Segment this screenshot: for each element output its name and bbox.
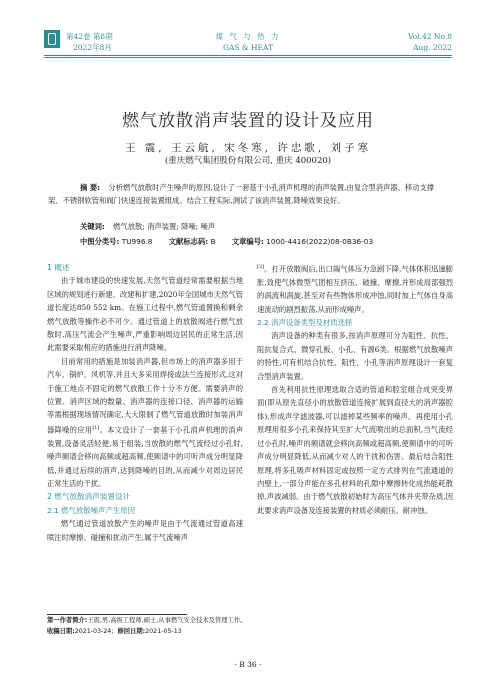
footnote-divider bbox=[47, 614, 187, 615]
keywords-text: 燃气放散; 消声装置; 降噪; 噪声 bbox=[113, 222, 216, 231]
issue-info-en bbox=[408, 31, 452, 53]
volume-issue-en: Vol.42 No.8 bbox=[407, 32, 452, 41]
volume-issue: 第42卷 第8期 bbox=[66, 32, 113, 41]
journal-header bbox=[0, 0, 496, 62]
issue-date-en: Aug. 2022 bbox=[413, 43, 452, 52]
keywords-label: 关键词: bbox=[80, 222, 105, 231]
footnote bbox=[47, 616, 246, 637]
received-date: 2021-03-24; bbox=[74, 627, 114, 635]
issue-date: 2022年8月 bbox=[73, 43, 112, 52]
journal-name-cn: 煤 气 与 热 力 bbox=[215, 32, 281, 41]
keywords bbox=[80, 222, 215, 232]
body-column-left bbox=[47, 261, 243, 544]
paragraph-3-cont bbox=[257, 261, 453, 316]
paragraph-2-text: 目前常用的措施是加装消声器,但市场上的消声器多用于汽车、锅炉、风机等,并且大多采用焊接或法兰连接形式,这对于施工地点不固定的燃气放散工作十分不方便。需要消声的位置、消声区域的数量、消声器的连接口径、消声器的运输等需根据现场情况确定,大大限制了燃气管道放散时加装消声器降噪的应用 bbox=[47, 356, 243, 435]
author-list: 王 震, 王云航, 宋冬寒, 许忠歌, 刘子寒 bbox=[124, 142, 372, 154]
dates-line bbox=[47, 627, 246, 638]
revised-label: 修回日期: bbox=[117, 627, 146, 635]
section-2-2-heading: 2.2 消声设备类型及材质选择 bbox=[257, 318, 353, 328]
affiliation: (重庆燃气集团股份有限公司, 重庆 400020) bbox=[164, 156, 332, 166]
header-divider-thin bbox=[44, 57, 452, 58]
classification-line bbox=[80, 237, 373, 247]
journal-name-en: GAS & HEAT bbox=[222, 43, 273, 52]
paragraph-4: 消声设备的种类有很多,按消声原理可分为阻性、抗性、阻抗复合式、微穿孔板、小孔、有源6类。根据燃气放散噪声的特性,可有机结合抗性、阻性、小孔等消声原理设计一套复合型消声装置。 bbox=[257, 331, 453, 381]
citation-ref: [1] bbox=[92, 424, 100, 431]
section-1-heading: 1 概述 bbox=[47, 263, 70, 272]
author-bio-label: 第一作者简介: bbox=[47, 617, 88, 624]
paragraph-5: 首先利用抗性原理选取合适的管道和腔室组合成突变界面(即从原先直径小的放散管道连接扩展到直径大的消声器腔体),形成声学滤波器,可以滤掉某些频率的噪声。再使用小孔原理用很多小孔来保持其至扩大气流喷出的总面积,当气流经过小孔时,噪声的频谱就会移向高频或超高频,使频谱中的可听声成分明显降低,从而减少对人的干扰和伤害。最后结合阻性原理,将多孔吸声材料固定或按照一定方式排列在气流通道的内壁上,一部分声能在多孔材料的孔隙中摩擦转化成热能耗散掉,声波减弱。由于燃气放散初始时为高压气体并夹带杂质,因此要求消声设备及连接装置的材质必须耐压、耐冲蚀。 bbox=[257, 385, 453, 515]
page-number: · B 36 · bbox=[234, 660, 262, 669]
header-divider bbox=[44, 55, 452, 56]
paragraph-3-end: 。打开放散阀后,出口端气体压力急剧下降,气体体积迅速膨胀,致使气体微型气团相互挤压、破撞、摩擦,并形成局部强烈的涡流和涡旋,甚至对有些物体形成冲蚀,同时加上气体自身高速流动的剧烈振荡,从而形成噪声。 bbox=[257, 264, 453, 314]
doc-code: B bbox=[210, 237, 216, 246]
revised-date: 2021-05-13 bbox=[145, 627, 182, 635]
paragraph-3-start bbox=[47, 517, 243, 544]
received-label: 收稿日期: bbox=[47, 627, 75, 635]
abstract bbox=[48, 181, 448, 207]
paragraph-1: 由于城市建设的快速发展,天然气管道经常需要根据当地区域的规划进行新建、改建和扩建,2020年全国城市天然气管道长度达850 552 km。在施工过程中,燃气管道置换和剩余燃气放散等操作必不可少。通过管道上的放散阀进行燃气放散时,高压气流会产生噪声,严重影响周边居民的正常生活,因此需要采取相应的措施进行消声降噪。 bbox=[47, 276, 244, 353]
section-2-1-heading: 2.1 燃气放散噪声产生原因 bbox=[47, 505, 136, 515]
abstract-label: 摘 要: bbox=[80, 183, 101, 192]
body-column-right bbox=[257, 261, 453, 517]
article-number: 1000-4416(2022)08-0B36-03 bbox=[266, 237, 374, 246]
doc-code-label: 文献标志码: bbox=[168, 237, 209, 246]
author-bio bbox=[47, 616, 246, 627]
clc-code: TU996.8 bbox=[121, 237, 153, 246]
clc-label: 中图分类号: bbox=[80, 237, 120, 246]
paragraph-2-end: 。本文设计了一套基于小孔消声机理的消声装置,设备灵活轻便,易于组装,当放散的燃气气流经过小孔时,噪声频谱会移向高频或超高频,使频谱中的可听声成分明显降低,并通过后续的消声,达到降噪的目的,从而减少对周边居民正常生活的干扰。 bbox=[47, 425, 244, 488]
paragraph-3-text: 燃气通过管道放散产生的噪声是由于气流通过管道高速喷注时摩擦、碰撞和扰动产生,属于气流噪声 bbox=[47, 519, 243, 542]
author-bio-text: 王震,男,高级工程师,硕士,从事燃气安全技术及管理工作。 bbox=[87, 617, 247, 624]
section-2-heading: 2 燃气放散消声装置设计 bbox=[47, 492, 131, 502]
abstract-text: 分析燃气放散时产生噪声的原因,设计了一套基于小孔消声机理的消声装置,由复合型消声器、移动支撑架、不锈钢软管和阀门快速连接装置组成。结合工程实际,测试了该消声装置,降噪效果良好。 bbox=[48, 183, 435, 205]
citation-ref: [2] bbox=[257, 264, 265, 270]
paragraph-2 bbox=[47, 355, 243, 490]
article-number-label: 文章编号: bbox=[231, 237, 264, 246]
article-title: 燃气放散消声装置的设计及应用 bbox=[122, 111, 374, 131]
